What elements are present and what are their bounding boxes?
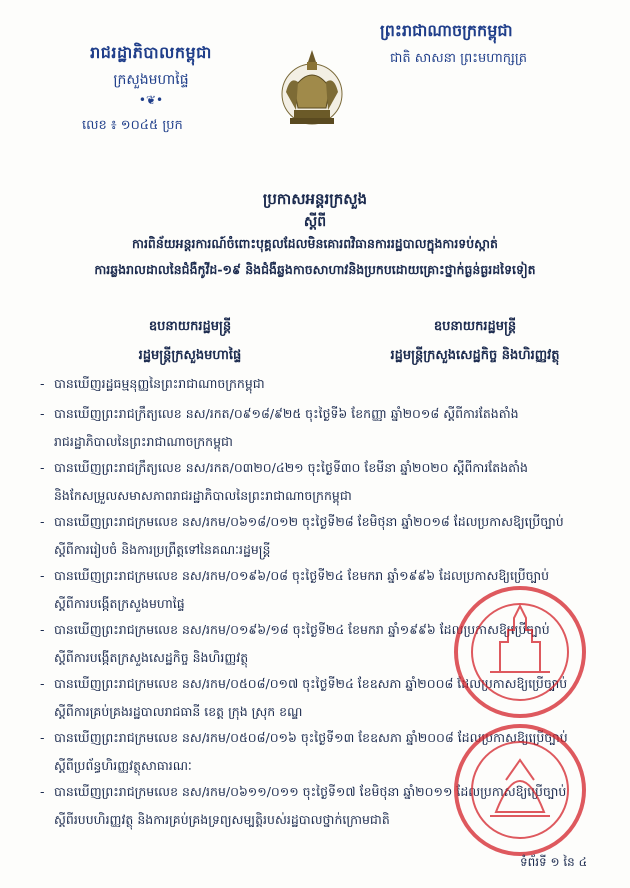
- list-item: - បានឃើញព្រះរាជក្រមលេខ នស/រកម/០១៩៦/១៨ ចុះថ្ងៃទី២៤ ខែមករា ឆ្នាំ១៩៩៦ ដែលប្រកាសឱ្យប្រើច្បាប់ ស្តីពីការបង្កើតក្រសួងសេដ្ឋកិច្ច និងហិរញ្ញវត្ថុ: [40, 622, 550, 665]
- list-item: - បានឃើញព្រះរាជក្រមលេខ នស/រកម/០១៩៦/០៨ ចុះថ្ងៃទី២៤ ខែមករា ឆ្នាំ១៩៩៦ ដែលប្រកាសឱ្យប្រើច្បាប់ ស្តីពីការបង្កើតក្រសួងមហាផ្ទៃ: [40, 568, 550, 611]
- signatory-right-ministry: រដ្ឋមន្ត្រីក្រសួងសេដ្ឋកិច្ច និងហិរញ្ញវត្ថុ: [390, 348, 560, 363]
- title-subject-line2: ការឆ្លងរាលដាលនៃជំងឺកូវីដ-១៩ និងជំងឺឆ្លងកាចសាហាវនិងប្រកបដោយគ្រោះថ្នាក់ធ្ងន់ធ្ងរដទៃទៀត: [94, 262, 536, 277]
- title-about: ស្តីពី: [303, 214, 327, 230]
- signatory-left: [70, 318, 310, 376]
- list-item: - បានឃើញព្រះរាជក្រមលេខ នស/រកម/០៦១១/០១១ ចុះថ្ងៃទី១៧ ខែមិថុនា ឆ្នាំ២០១១ ដែលប្រកាសឱ្យប្រើច្បាប់ ស្តីពីរបបហិរញ្ញវត្ថុ និងការគ្រប់គ្រងទ្រព្យសម្បត្តិរបស់រដ្ឋបាលថ្នាក់ក្រោមជាតិ: [40, 784, 567, 827]
- header-ornament: •❦•: [138, 93, 164, 107]
- page-number: ទំព័រទី ១ នៃ ៤: [520, 855, 588, 869]
- ministry-stamp-icon: [450, 720, 590, 860]
- royal-emblem-icon: [276, 42, 348, 132]
- national-motto: ជាតិ សាសនា ព្រះមហាក្សត្រ: [390, 51, 527, 66]
- list-item: - បានឃើញព្រះរាជក្រមលេខ នស/រកម/០៥០៨/០១៧ ចុះថ្ងៃទី២៤ ខែឧសភា ឆ្នាំ២០០៨ ដែលប្រកាសឱ្យប្រើច្បាប់ ស្តីពីការគ្រប់គ្រងរដ្ឋបាលរាជធានី ខេត្ត ក្រុង ស្រុក ខណ្ឌ: [40, 676, 568, 719]
- kingdom-header: [380, 20, 620, 69]
- document-title: ប្រកាសអន្តរក្រសួង: [262, 190, 368, 208]
- signatory-left-ministry: រដ្ឋមន្ត្រីក្រសួងមហាផ្ទៃ: [138, 348, 242, 363]
- list-item: - បានឃើញព្រះរាជក្រឹត្យលេខ នស/រកត/០៣២០/៤២១ ចុះថ្ងៃទី៣០ ខែមីនា ឆ្នាំ២០២០ ស្តីពីការតែងតាំង និងកែសម្រួលសមាសភាពរាជរដ្ឋាភិបាលនៃព្រះរាជាណាចក្រកម្ពុជា: [40, 460, 528, 503]
- list-item: - បានឃើញរដ្ឋធម្មនុញ្ញនៃព្រះរាជាណាចក្រកម្ពុជា: [40, 376, 265, 391]
- signatory-right-title: ឧបនាយករដ្ឋមន្ត្រី: [433, 319, 517, 334]
- signatory-right: [340, 318, 610, 376]
- list-item: - បានឃើញព្រះរាជក្រមលេខ នស/រកម/០៦១៨/០១២ ចុះថ្ងៃទី២៨ ខែមិថុនា ឆ្នាំ២០១៨ ដែលប្រកាសឱ្យប្រើច្បាប់ ស្តីពីការរៀបចំ និងការប្រព្រឹត្តទៅនៃគណៈរដ្ឋមន្ត្រី: [40, 514, 564, 557]
- title-subject-line1: ការពិន័យអន្តរការណ៍ចំពោះបុគ្គលដែលមិនគោរពវិធានការរដ្ឋបាលក្នុងការទប់ស្កាត់: [132, 236, 498, 251]
- signatory-left-title: ឧបនាយករដ្ឋមន្ត្រី: [148, 319, 232, 334]
- ministry-name: ក្រសួងមហាផ្ទៃ: [113, 72, 189, 88]
- ministry-stamp-icon: [450, 582, 590, 722]
- document-number: លេខ ៖ ១០៤៥ ប្រក: [82, 118, 183, 133]
- list-item: - បានឃើញព្រះរាជក្រមលេខ នស/រកម/០៥០៨/០១៦ ចុះថ្ងៃទី១៣ ខែឧសភា ឆ្នាំ២០០៨ ដែលប្រកាសឱ្យប្រើច្បាប់ ស្តីពីប្រព័ន្ធហិរញ្ញវត្ថុសាធារណៈ: [40, 730, 568, 773]
- list-item: - បានឃើញព្រះរាជក្រឹត្យលេខ នស/រកត/០៩១៨/៩២៥ ចុះថ្ងៃទី៦ ខែកញ្ញា ឆ្នាំ២០១៨ ស្តីពីការតែងតាំង រាជរដ្ឋាភិបាលនៃព្រះរាជាណាចក្រកម្ពុជា: [40, 406, 519, 449]
- ministry-header: [46, 42, 256, 107]
- government-name: រាជរដ្ឋាភិបាលកម្ពុជា: [90, 43, 212, 62]
- kingdom-name: ព្រះរាជាណាចក្រកម្ពុជា: [380, 21, 513, 40]
